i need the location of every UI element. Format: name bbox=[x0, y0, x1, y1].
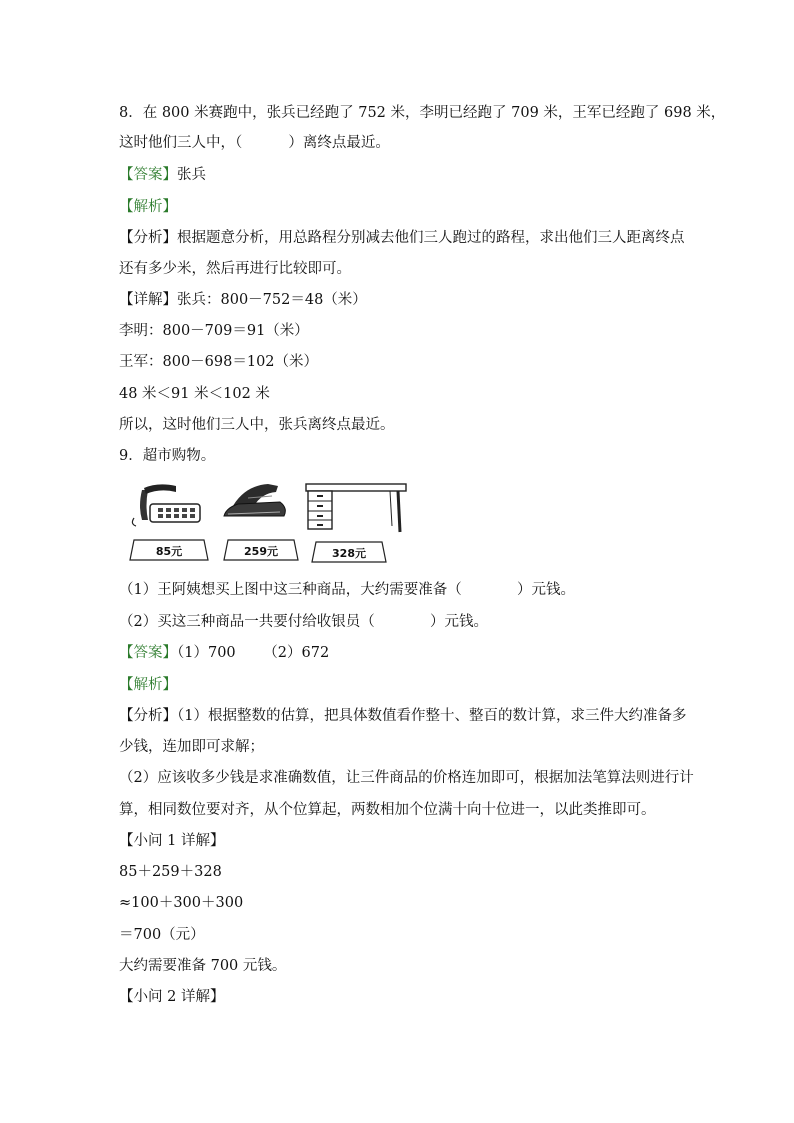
q9-sub2: （2）买这三种商品一共要付给收银员（ ）元钱。 bbox=[119, 614, 489, 630]
q9-answer bbox=[119, 643, 329, 663]
answer-text: （1）700 （2）672 bbox=[177, 645, 330, 661]
q9-calc3: ＝700（元） bbox=[119, 927, 205, 943]
q8-detail4: 48 米＜91 米＜102 米 bbox=[119, 386, 270, 402]
fenxi-text: 根据题意分析，用总路程分别减去他们三人跑过的路程，求出他们三人距离终点 bbox=[177, 230, 685, 246]
q8-answer bbox=[119, 165, 206, 185]
q9-calc1: 85＋259＋328 bbox=[119, 864, 222, 880]
price-telephone: 85元 bbox=[155, 545, 183, 558]
q9-fenxi2: 少钱，连加即可求解； bbox=[119, 739, 264, 755]
iron-icon bbox=[224, 484, 285, 516]
q9-small1-tag: 【小问 1 详解】 bbox=[119, 833, 225, 849]
q8-detail2: 李明：800－709＝91（米） bbox=[119, 323, 309, 339]
q8-detail3: 王军：800－698＝102（米） bbox=[119, 354, 319, 370]
q8-fenxi2: 还有多少米，然后再进行比较即可。 bbox=[119, 261, 351, 277]
q8-detail5: 所以，这时他们三人中，张兵离终点最近。 bbox=[119, 417, 395, 433]
q8-fenxi1 bbox=[119, 228, 685, 248]
fenxi-tag: 【分析】 bbox=[119, 230, 177, 246]
price-tag-iron bbox=[224, 540, 298, 560]
q9-fenxi1 bbox=[119, 706, 686, 726]
q8-analysis-tag: 【解析】 bbox=[119, 199, 177, 215]
fenxi-tag: 【分析】 bbox=[119, 708, 177, 724]
answer-tag: 【答案】 bbox=[119, 645, 177, 661]
q8-line2: 这时他们三人中，（ ）离终点最近。 bbox=[119, 135, 390, 151]
telephone-icon bbox=[132, 484, 200, 526]
q9-sub1: （1）王阿姨想买上图中这三种商品，大约需要准备（ ）元钱。 bbox=[119, 582, 576, 598]
fenxi-text: （1）根据整数的估算，把具体数值看作整十、整百的数计算，求三件大约准备多 bbox=[177, 708, 687, 724]
q9-title: 9．超市购物。 bbox=[119, 448, 216, 464]
desk-icon bbox=[306, 484, 406, 532]
price-iron: 259元 bbox=[244, 545, 278, 558]
q9-analysis-tag: 【解析】 bbox=[119, 677, 177, 693]
q9-small2-tag: 【小问 2 详解】 bbox=[119, 989, 225, 1005]
q9-fenxi4: 算，相同数位要对齐，从个位算起，两数相加个位满十向十位进一，以此类推即可。 bbox=[119, 802, 656, 818]
price-tag-telephone bbox=[130, 540, 208, 560]
detail-text: 张兵：800－752＝48（米） bbox=[177, 292, 367, 308]
price-tag-desk bbox=[312, 542, 386, 562]
price-desk: 328元 bbox=[332, 547, 366, 560]
q8-line1: 8．在 800 米赛跑中，张兵已经跑了 752 米，李明已经跑了 709 米，王军已经跑了 698 米， bbox=[119, 105, 726, 121]
products-figure bbox=[128, 476, 408, 568]
detail-tag: 【详解】 bbox=[119, 292, 177, 308]
q9-fenxi3: （2）应该收多少钱是求准确数值，让三件商品的价格连加即可，根据加法笔算法则进行计 bbox=[119, 770, 694, 786]
answer-text: 张兵 bbox=[177, 167, 206, 183]
answer-tag: 【答案】 bbox=[119, 167, 177, 183]
q8-detail1 bbox=[119, 290, 367, 310]
q9-calc4: 大约需要准备 700 元钱。 bbox=[119, 958, 287, 974]
q9-calc2: ≈100＋300＋300 bbox=[119, 895, 244, 911]
